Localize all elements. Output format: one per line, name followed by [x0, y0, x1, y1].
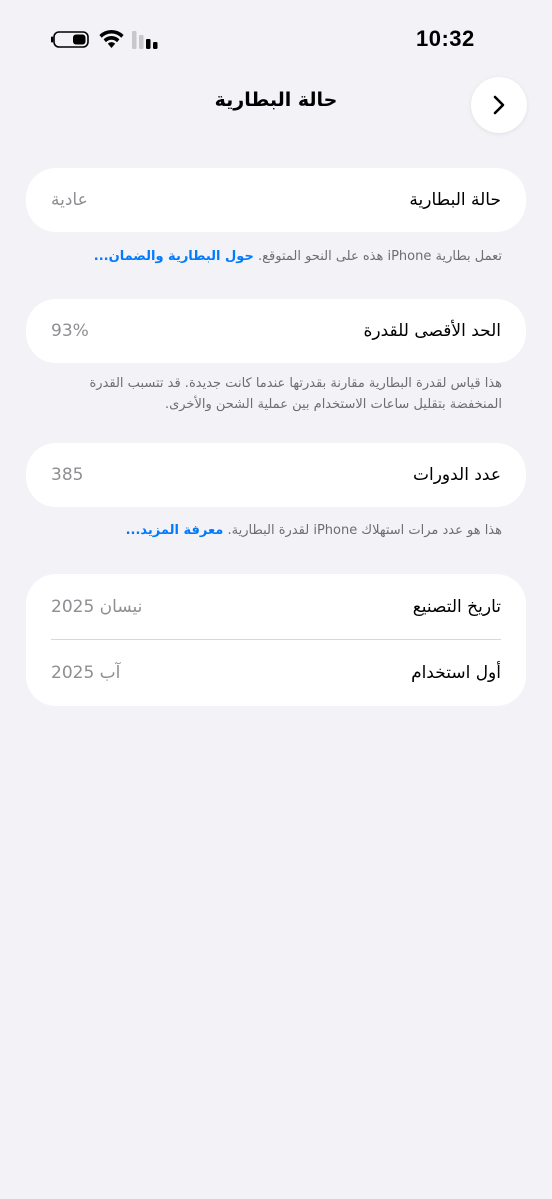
cycle-count-row	[26, 443, 526, 507]
battery-condition-footnote	[80, 246, 502, 267]
cycle-count-value: 385	[51, 465, 84, 485]
learn-more-link[interactable]: معرفة المزيد...	[125, 523, 224, 538]
manufacture-date-row	[26, 574, 526, 639]
battery-warranty-link[interactable]: حول البطارية والضمان...	[93, 249, 254, 264]
battery-condition-footnote-text: تعمل بطارية iPhone هذه على النحو المتوقع.	[257, 249, 502, 264]
status-bar	[0, 0, 552, 80]
first-use-row	[26, 640, 526, 706]
battery-condition-row	[26, 168, 526, 232]
manufacture-date-label: تاريخ التصنيع	[412, 596, 501, 617]
maximum-capacity-row	[26, 299, 526, 363]
cycle-count-label: عدد الدورات	[412, 465, 501, 485]
first-use-value: آب 2025	[51, 663, 121, 683]
cycle-count-card	[26, 443, 526, 507]
maximum-capacity-footnote: هذا قياس لقدرة البطارية مقارنة بقدرتها عندما كانت جديدة. قد تتسبب القدرة المنخفضة بتقليل ساعات الاستخدام بين عملية الشحن والأخرى.	[89, 376, 502, 412]
cycle-count-footnote-text: هذا هو عدد مرات استهلاك iPhone لقدرة البطارية.	[227, 523, 502, 538]
maximum-capacity-label: الحد الأقصى للقدرة	[363, 321, 501, 341]
page-title: حالة البطارية	[214, 89, 338, 111]
first-use-label: أول استخدام	[411, 663, 501, 683]
chevron-right-icon	[491, 94, 507, 116]
maximum-capacity-value: 93%	[51, 321, 89, 341]
maximum-capacity-card	[26, 299, 526, 363]
wifi-icon	[98, 28, 125, 49]
dates-card	[26, 574, 526, 706]
cycle-count-footnote	[80, 520, 502, 541]
manufacture-date-value: نيسان 2025	[51, 596, 143, 617]
battery-condition-value: عادية	[51, 190, 88, 210]
cellular-signal-icon	[132, 31, 162, 49]
battery-condition-card	[26, 168, 526, 232]
back-button[interactable]	[471, 77, 527, 133]
battery-condition-label: حالة البطارية	[409, 190, 501, 210]
status-time: 10:32	[416, 26, 475, 51]
battery-icon	[51, 31, 89, 48]
